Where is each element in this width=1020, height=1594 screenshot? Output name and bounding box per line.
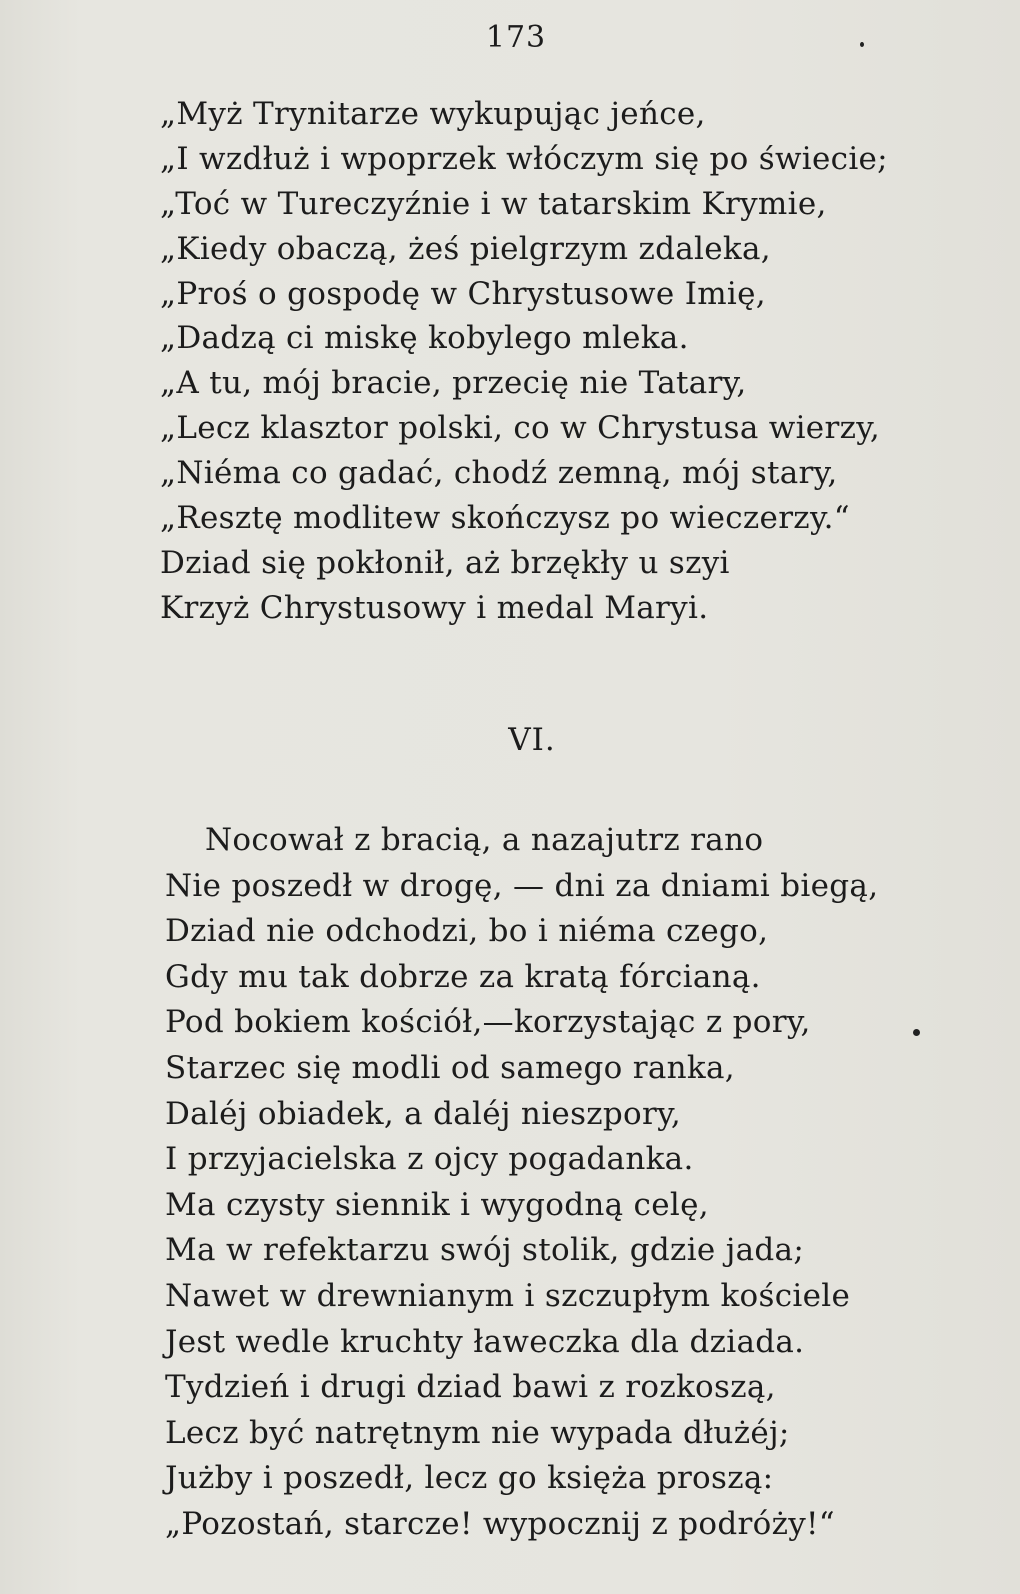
verse-line: „Lecz klasztor polski, co w Chrystusa wierzy, xyxy=(160,410,881,447)
verse-line: I przyjacielska z ojcy pogadanka. xyxy=(165,1141,694,1178)
page-number: 173 xyxy=(485,20,547,55)
section-heading: VI. xyxy=(508,722,556,758)
verse-line: Jużby i poszedł, lecz go księża proszą: xyxy=(165,1460,774,1497)
ink-speck xyxy=(860,42,864,47)
verse-line: „Proś o gospodę w Chrystusowe Imię, xyxy=(160,275,766,312)
verse-line: „A tu, mój bracie, przecię nie Tatary, xyxy=(160,365,747,402)
verse-line: Jest wedle kruchty ławeczka dla dziada. xyxy=(165,1323,805,1360)
verse-line: Nocował z bracią, a nazajutrz rano xyxy=(205,822,764,858)
verse-line: Tydzień i drugi dziad bawi z rozkoszą, xyxy=(165,1369,776,1406)
stanza-1 xyxy=(160,92,888,631)
verse-line: Lecz być natrętnym nie wypada dłużéj; xyxy=(165,1414,790,1451)
verse-line: Gdy mu tak dobrze za kratą fórcianą. xyxy=(165,958,761,995)
verse-line: Dziad nie odchodzi, bo i niéma czego, xyxy=(165,913,769,950)
verse-line: Ma w refektarzu swój stolik, gdzie jada; xyxy=(165,1232,805,1269)
verse-line: Daléj obiadek, a daléj nieszpory, xyxy=(165,1095,681,1132)
verse-line: Krzyż Chrystusowy i medal Maryi. xyxy=(160,589,709,626)
verse-line: Dziad się pokłonił, aż brzękły u szyi xyxy=(160,544,730,581)
verse-line: „I wzdłuż i wpoprzek włóczym się po świecie; xyxy=(160,140,888,177)
ink-speck xyxy=(913,1029,920,1036)
verse-line: „Dadzą ci miskę kobylego mleka. xyxy=(160,320,689,357)
verse-line: „Pozostań, starcze! wypocznij z podróży!“ xyxy=(165,1505,835,1542)
verse-line: „Niéma co gadać, chodź zemną, mój stary, xyxy=(160,455,838,492)
verse-line: Ma czysty siennik i wygodną celę, xyxy=(165,1186,709,1223)
verse-line: Starzec się modli od samego ranka, xyxy=(165,1049,735,1086)
verse-line: Pod bokiem kościół,—korzystając z pory, xyxy=(165,1004,811,1041)
verse-line: „Kiedy obaczą, żeś pielgrzym zdaleka, xyxy=(160,230,771,267)
verse-line: „Resztę modlitew skończysz po wieczerzy.“ xyxy=(160,500,850,537)
stanza-2 xyxy=(165,818,878,1548)
verse-line: Nie poszedł w drogę, — dni za dniami biegą, xyxy=(165,867,879,904)
verse-line: Nawet w drewnianym i szczupłym kościele xyxy=(165,1277,851,1314)
verse-line: „Toć w Tureczyźnie i w tatarskim Krymie, xyxy=(160,185,827,222)
verse-line: „Myż Trynitarze wykupując jeńce, xyxy=(160,96,706,132)
